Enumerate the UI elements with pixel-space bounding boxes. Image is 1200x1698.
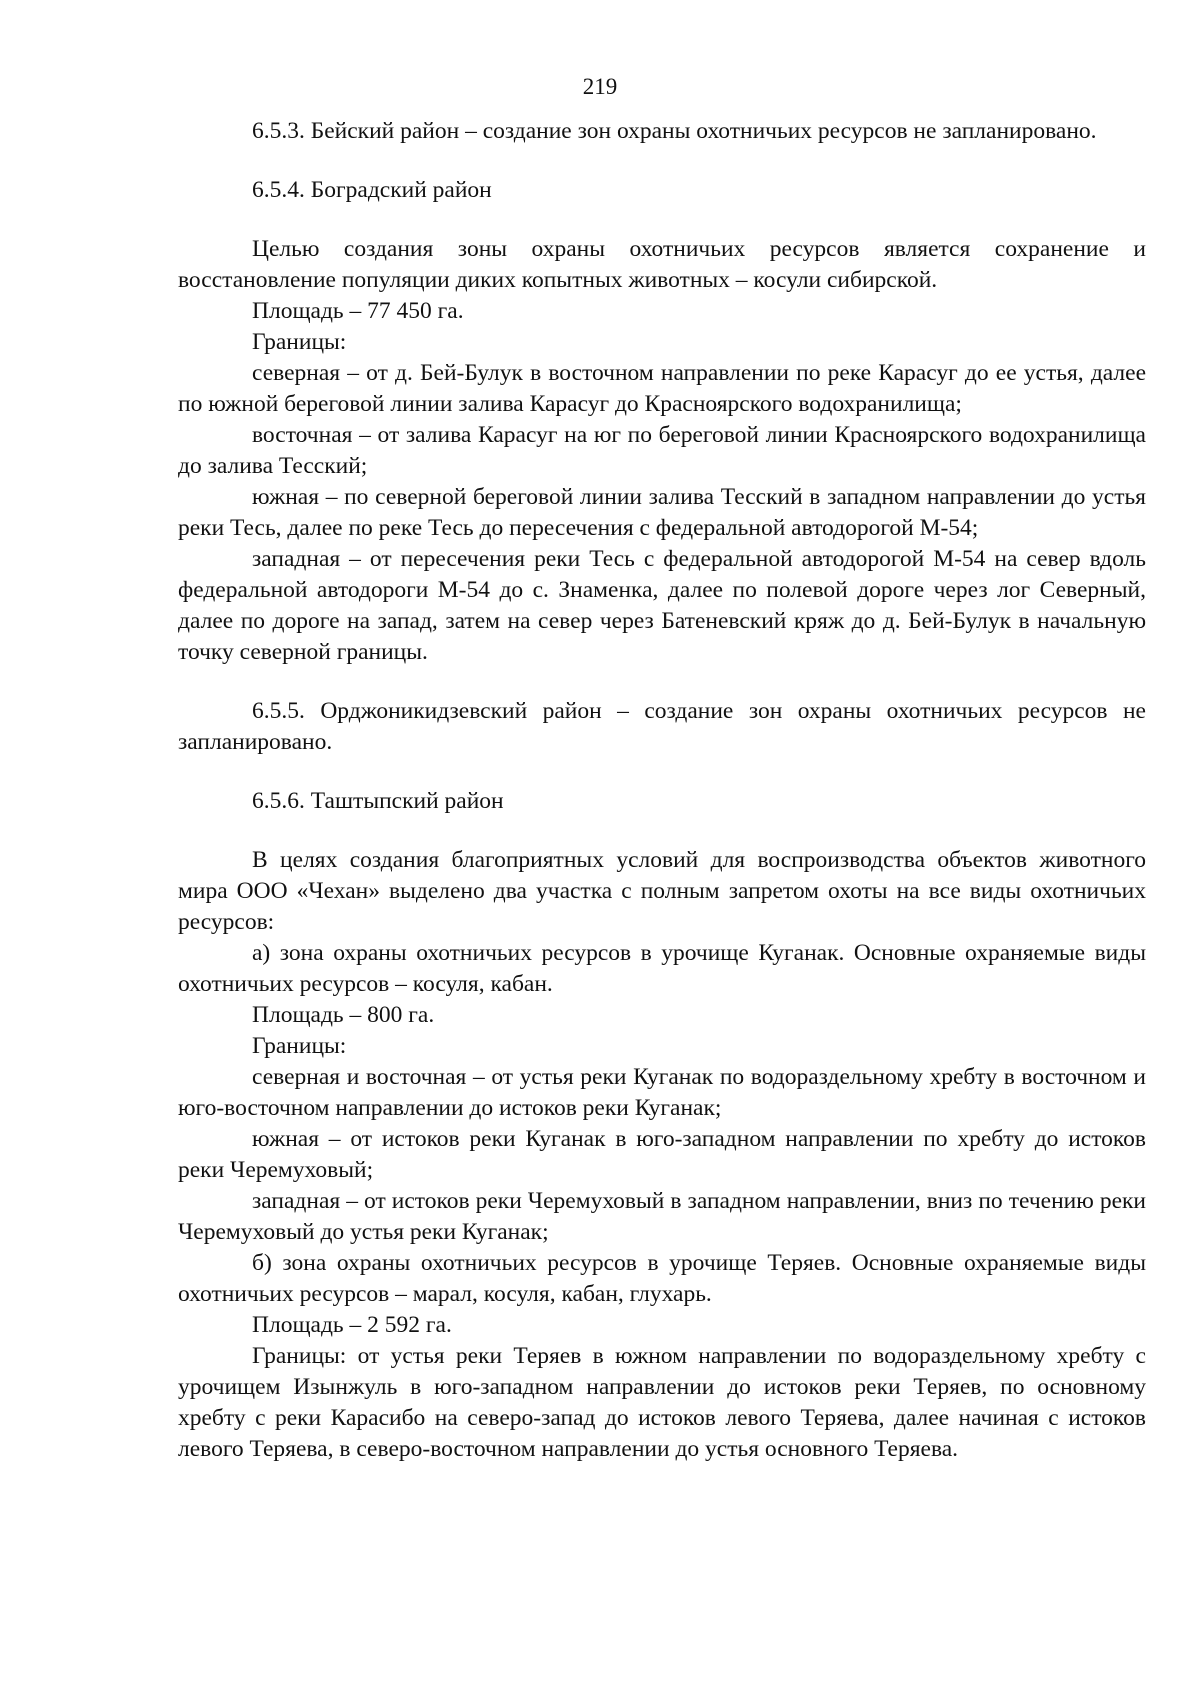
bogradsky-east-border: восточная – от залива Карасуг на юг по береговой линии Красноярского водохранилища до залива Тесский; [178, 422, 1146, 479]
paragraph-gap [178, 817, 1146, 845]
paragraph-gap [178, 668, 1146, 696]
bogradsky-area: Площадь – 77 450 га. [252, 298, 464, 324]
kuganak-north-east-border: северная и восточная – от устья реки Куганак по водораздельному хребту в восточном и юго-восточном направлении до истоков реки Куганак; [178, 1064, 1146, 1121]
tashtypsky-intro-paragraph: В целях создания благоприятных условий для воспроизводства объектов животного мира ООО «Чехан» выделено два участка с полным запретом охоты на все виды охотничьих ресурсов: [178, 847, 1146, 935]
kuganak-borders-label: Границы: [252, 1033, 347, 1059]
paragraph-gap [178, 758, 1146, 786]
kuganak-zone-paragraph: а) зона охраны охотничьих ресурсов в урочище Куганак. Основные охраняемые виды охотничьих ресурсов – косуля, кабан. [178, 940, 1146, 997]
kuganak-west-border: западная – от истоков реки Черемуховый в западном направлении, вниз по течению реки Черемуховый до устья реки Куганак; [178, 1188, 1146, 1245]
teryaev-borders-paragraph: Границы: от устья реки Теряев в южном направлении по водораздельному хребту с урочищем Изынжуль в юго-западном направлении до истоков реки Теряев, по основному хребту с реки Карасибо на северо-запад до истоков левого Теряева, далее начиная с истоков левого Теряева, в северо-восточном направлении до устья основного Теряева. [178, 1343, 1146, 1462]
bogradsky-borders-label: Границы: [252, 329, 347, 355]
teryaev-area: Площадь – 2 592 га. [252, 1312, 452, 1338]
section-tashtypsky-heading: 6.5.6. Таштыпский район [252, 788, 504, 814]
teryaev-zone-paragraph: б) зона охраны охотничьих ресурсов в урочище Теряев. Основные охраняемые виды охотничьих ресурсов – марал, косуля, кабан, глухарь. [178, 1250, 1146, 1307]
kuganak-south-border: южная – от истоков реки Куганак в юго-западном направлении по хребту до истоков реки Черемуховый; [178, 1126, 1146, 1183]
document-body [178, 116, 1146, 1465]
section-beysky-paragraph: 6.5.3. Бейский район – создание зон охраны охотничьих ресурсов не запланировано. [252, 118, 1097, 144]
bogradsky-south-border: южная – по северной береговой линии залива Тесский в западном направлении до устья реки Тесь, далее по реке Тесь до пересечения с федеральной автодорогой М-54; [178, 484, 1146, 541]
bogradsky-west-border: западная – от пересечения реки Тесь с федеральной автодорогой М-54 на север вдоль федеральной автодороги М-54 до с. Знаменка, далее по полевой дороге через лог Северный, далее по дороге на запад, затем на север через Батеневский кряж до д. Бей-Булук в начальную точку северной границы. [178, 546, 1146, 665]
page-number: 219 [582, 74, 618, 99]
section-bogradsky-heading: 6.5.4. Боградский район [252, 177, 492, 203]
section-ordzhonikidzevsky-paragraph: 6.5.5. Орджоникидзевский район – создание зон охраны охотничьих ресурсов не запланировано. [178, 698, 1146, 755]
bogradsky-north-border: северная – от д. Бей-Булук в восточном направлении по реке Карасуг до ее устья, далее по южной береговой линии залива Карасуг до Красноярского водохранилища; [178, 360, 1146, 417]
paragraph-gap [178, 206, 1146, 234]
paragraph-gap [178, 147, 1146, 175]
bogradsky-purpose-paragraph: Целью создания зоны охраны охотничьих ресурсов является сохранение и восстановление популяции диких копытных животных – косули сибирской. [178, 236, 1146, 293]
kuganak-area: Площадь – 800 га. [252, 1002, 435, 1028]
